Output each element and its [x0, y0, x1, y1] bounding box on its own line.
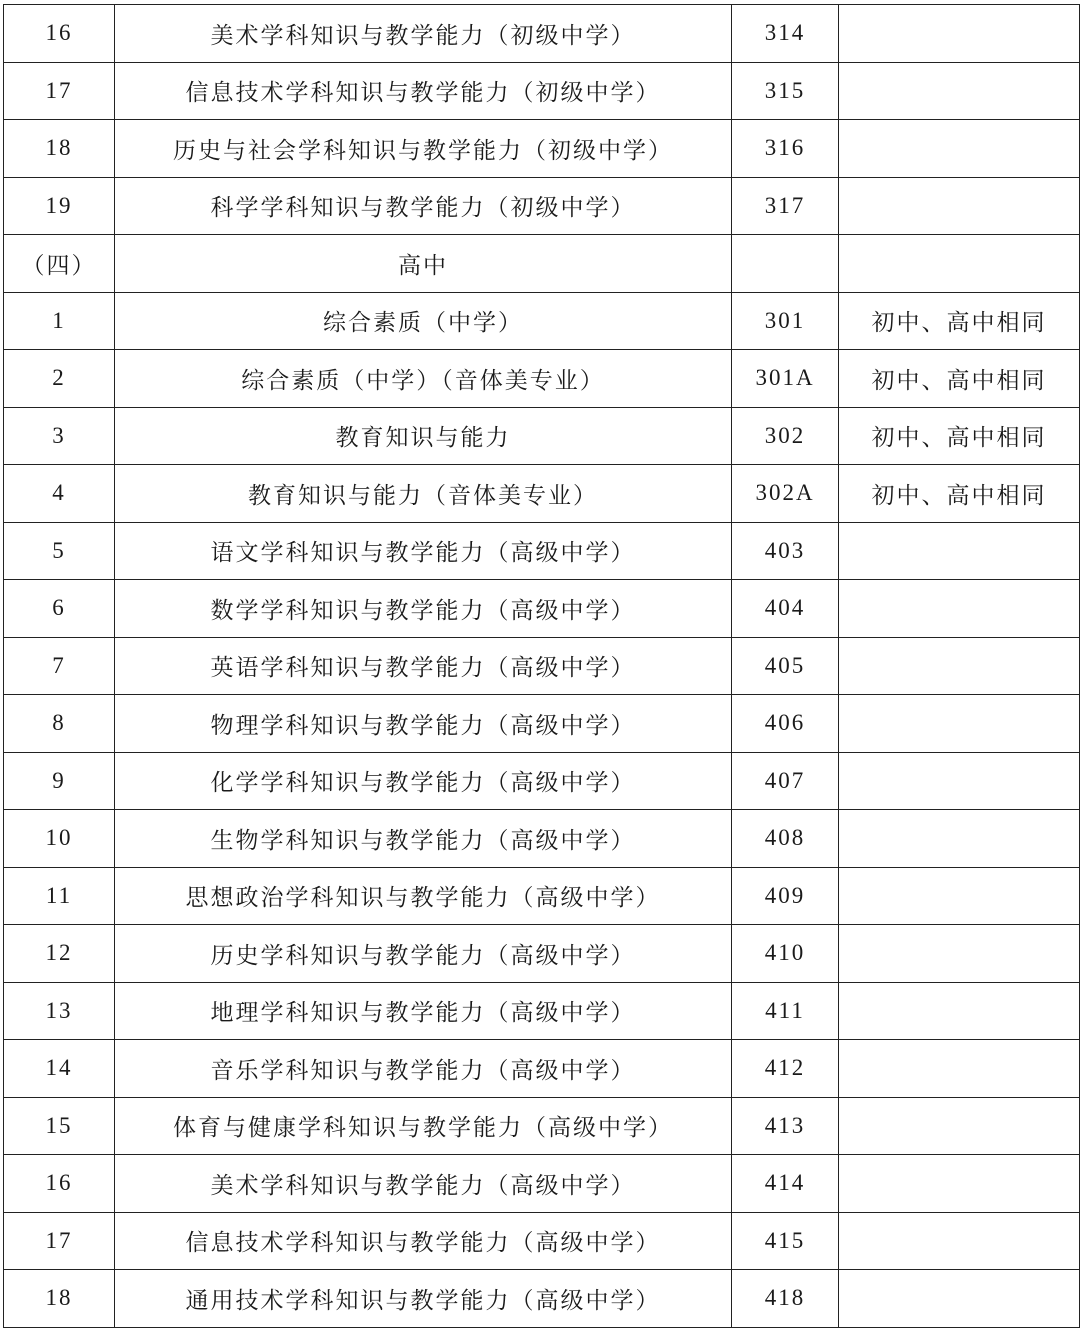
row-number-cell: 3 [4, 407, 115, 465]
table-row [4, 925, 1080, 983]
subject-code-cell: 301 [732, 292, 839, 350]
subject-code-cell: 405 [732, 637, 839, 695]
row-number-cell: 18 [4, 1270, 115, 1328]
table-row [4, 580, 1080, 638]
table-row [4, 810, 1080, 868]
row-number-cell: 10 [4, 810, 115, 868]
remark-cell [839, 867, 1080, 925]
row-number-cell: 13 [4, 982, 115, 1040]
subject-code-cell: 404 [732, 580, 839, 638]
table-row [4, 637, 1080, 695]
table-row [4, 867, 1080, 925]
row-number-cell: 7 [4, 637, 115, 695]
row-number-cell: 19 [4, 177, 115, 235]
subject-name-cell: 地理学科知识与教学能力（高级中学） [115, 982, 732, 1040]
subject-code-cell: 315 [732, 62, 839, 120]
row-number-cell: 14 [4, 1040, 115, 1098]
remark-cell [839, 695, 1080, 753]
subject-name-cell: 通用技术学科知识与教学能力（高级中学） [115, 1270, 732, 1328]
remark-cell [839, 62, 1080, 120]
subject-name-cell: 信息技术学科知识与教学能力（初级中学） [115, 62, 732, 120]
subject-name-cell: 英语学科知识与教学能力（高级中学） [115, 637, 732, 695]
row-number-cell: 2 [4, 350, 115, 408]
table-row [4, 1212, 1080, 1270]
subject-name-cell: 历史与社会学科知识与教学能力（初级中学） [115, 120, 732, 178]
subject-name-cell: 美术学科知识与教学能力（初级中学） [115, 5, 732, 63]
row-number-cell: 4 [4, 465, 115, 523]
table-row [4, 695, 1080, 753]
subject-name-cell: 高中 [115, 235, 732, 293]
table-row [4, 177, 1080, 235]
subject-code-cell: 410 [732, 925, 839, 983]
row-number-cell: 5 [4, 522, 115, 580]
subject-code-cell: 414 [732, 1155, 839, 1213]
row-number-cell: 11 [4, 867, 115, 925]
subject-name-cell: 信息技术学科知识与教学能力（高级中学） [115, 1212, 732, 1270]
subject-code-cell: 408 [732, 810, 839, 868]
subject-code-cell: 413 [732, 1097, 839, 1155]
subject-name-cell: 思想政治学科知识与教学能力（高级中学） [115, 867, 732, 925]
subject-name-cell: 语文学科知识与教学能力（高级中学） [115, 522, 732, 580]
subject-code-cell: 302 [732, 407, 839, 465]
subject-name-cell: 美术学科知识与教学能力（高级中学） [115, 1155, 732, 1213]
table-row [4, 982, 1080, 1040]
remark-cell [839, 1212, 1080, 1270]
table-row [4, 1040, 1080, 1098]
table-row [4, 522, 1080, 580]
subject-name-cell: 教育知识与能力 [115, 407, 732, 465]
subject-name-cell: 数学学科知识与教学能力（高级中学） [115, 580, 732, 638]
row-number-cell: （四） [4, 235, 115, 293]
subject-name-cell: 历史学科知识与教学能力（高级中学） [115, 925, 732, 983]
table-row [4, 407, 1080, 465]
remark-cell [839, 982, 1080, 1040]
row-number-cell: 1 [4, 292, 115, 350]
row-number-cell: 9 [4, 752, 115, 810]
subject-name-cell: 体育与健康学科知识与教学能力（高级中学） [115, 1097, 732, 1155]
remark-cell [839, 1097, 1080, 1155]
row-number-cell: 8 [4, 695, 115, 753]
remark-cell [839, 235, 1080, 293]
remark-cell: 初中、高中相同 [839, 465, 1080, 523]
row-number-cell: 16 [4, 1155, 115, 1213]
subject-code-cell: 302A [732, 465, 839, 523]
row-number-cell: 15 [4, 1097, 115, 1155]
subject-code-cell: 316 [732, 120, 839, 178]
row-number-cell: 6 [4, 580, 115, 638]
row-number-cell: 16 [4, 5, 115, 63]
subject-name-cell: 综合素质（中学） [115, 292, 732, 350]
subject-code-cell: 407 [732, 752, 839, 810]
subject-code-cell: 314 [732, 5, 839, 63]
table-row [4, 235, 1080, 293]
remark-cell [839, 522, 1080, 580]
table-row [4, 120, 1080, 178]
row-number-cell: 17 [4, 62, 115, 120]
subject-code-cell: 411 [732, 982, 839, 1040]
table-row [4, 1155, 1080, 1213]
remark-cell [839, 580, 1080, 638]
table-row [4, 5, 1080, 63]
remark-cell [839, 120, 1080, 178]
table-body [4, 5, 1080, 1328]
row-number-cell: 18 [4, 120, 115, 178]
remark-cell [839, 1040, 1080, 1098]
remark-cell: 初中、高中相同 [839, 350, 1080, 408]
subject-code-cell: 406 [732, 695, 839, 753]
table-row [4, 350, 1080, 408]
remark-cell [839, 5, 1080, 63]
remark-cell: 初中、高中相同 [839, 407, 1080, 465]
remark-cell [839, 752, 1080, 810]
table-row [4, 292, 1080, 350]
subject-name-cell: 音乐学科知识与教学能力（高级中学） [115, 1040, 732, 1098]
subject-name-cell: 综合素质（中学）（音体美专业） [115, 350, 732, 408]
subject-code-cell [732, 235, 839, 293]
subject-code-cell: 412 [732, 1040, 839, 1098]
remark-cell [839, 1270, 1080, 1328]
subject-name-cell: 科学学科知识与教学能力（初级中学） [115, 177, 732, 235]
remark-cell [839, 810, 1080, 868]
subject-name-cell: 物理学科知识与教学能力（高级中学） [115, 695, 732, 753]
table-row [4, 1097, 1080, 1155]
subject-code-cell: 415 [732, 1212, 839, 1270]
remark-cell [839, 177, 1080, 235]
subject-code-cell: 409 [732, 867, 839, 925]
subject-code-cell: 301A [732, 350, 839, 408]
subject-code-cell: 418 [732, 1270, 839, 1328]
table-row [4, 62, 1080, 120]
remark-cell: 初中、高中相同 [839, 292, 1080, 350]
subject-name-cell: 化学学科知识与教学能力（高级中学） [115, 752, 732, 810]
subject-name-cell: 教育知识与能力（音体美专业） [115, 465, 732, 523]
table-row [4, 465, 1080, 523]
table-row [4, 1270, 1080, 1328]
table-row [4, 752, 1080, 810]
exam-subject-table [3, 4, 1080, 1328]
remark-cell [839, 1155, 1080, 1213]
subject-code-cell: 403 [732, 522, 839, 580]
remark-cell [839, 637, 1080, 695]
subject-name-cell: 生物学科知识与教学能力（高级中学） [115, 810, 732, 868]
subject-code-cell: 317 [732, 177, 839, 235]
row-number-cell: 12 [4, 925, 115, 983]
row-number-cell: 17 [4, 1212, 115, 1270]
remark-cell [839, 925, 1080, 983]
